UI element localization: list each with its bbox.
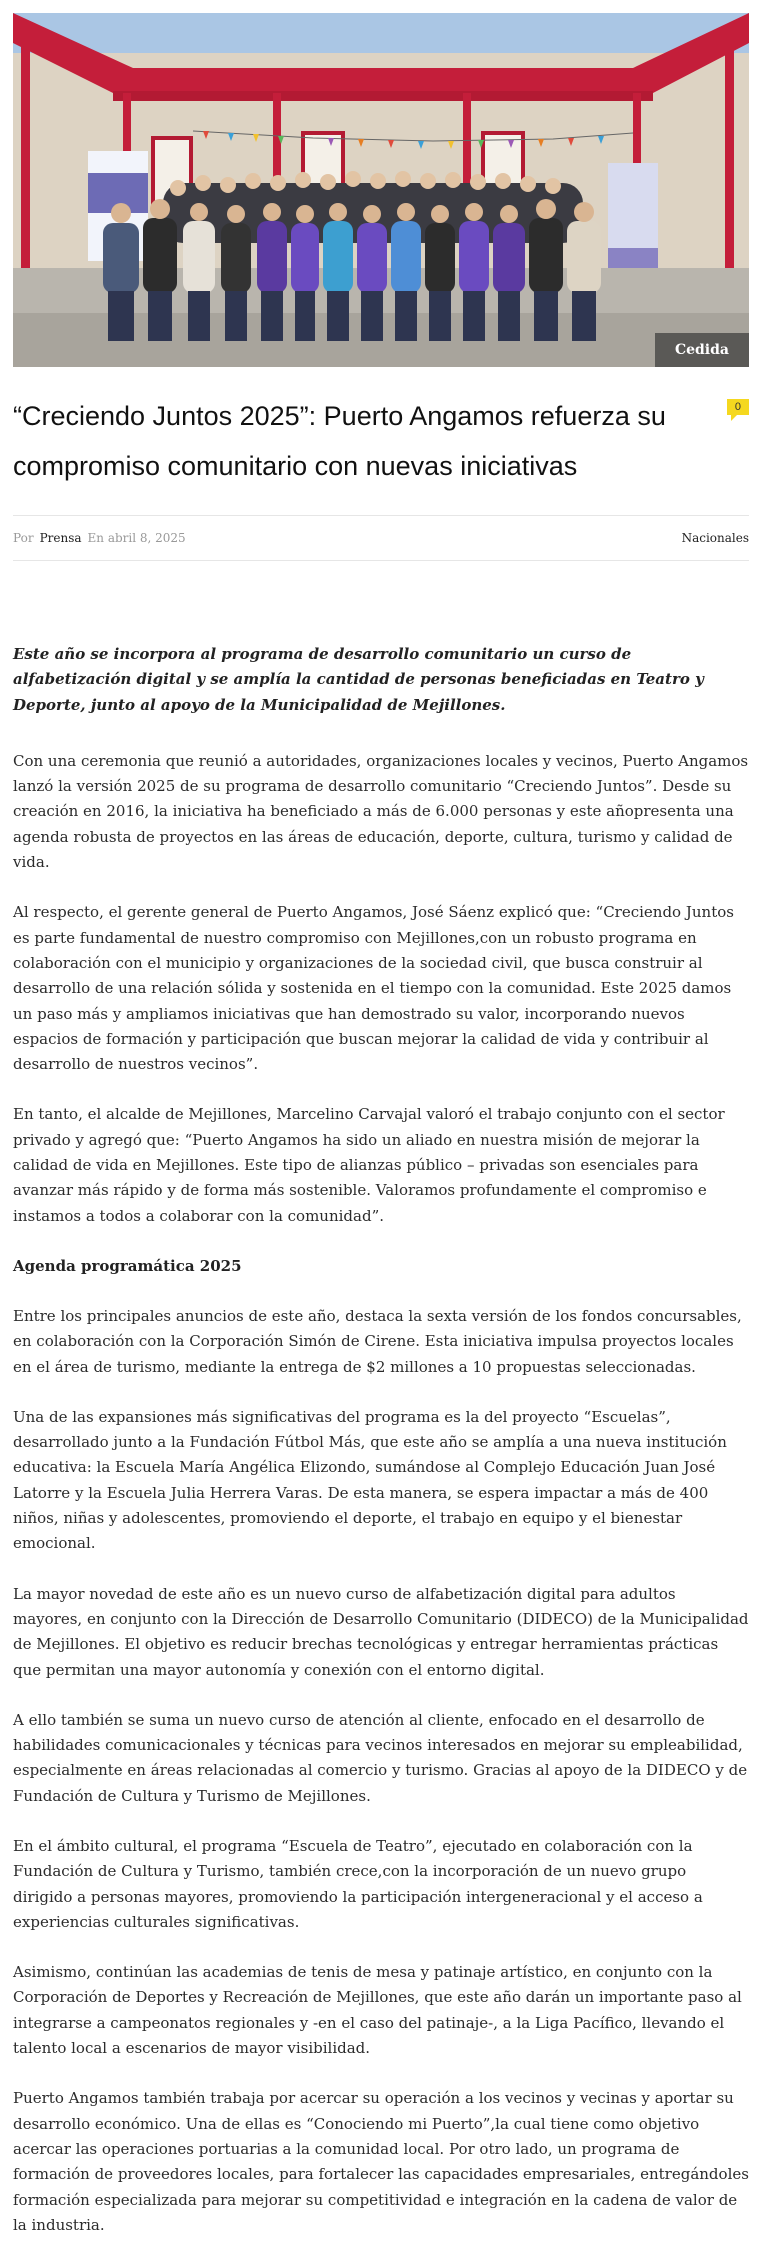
paragraph: En el ámbito cultural, el programa “Escuela de Teatro”, ejecutado en colaboración con la Fundación de Cultura y Turismo, también crece,con la incorporación de un nuevo grupo dirigido a personas mayores, promoviendo la participación intergeneracional y el acceso a experiencias culturales significativas. [13, 1836, 703, 1931]
photo-caption: Cedida [655, 333, 749, 367]
paragraph: En tanto, el alcalde de Mejillones, Marcelino Carvajal valoró el trabajo conjunto con el sector privado y agregó que: “Puerto Angamos ha sido un aliado en nuestra misión de mejorar la calidad de vida en Mejillones. Este tipo de alianzas público – privadas son esenciales para avanzar más rápido y de forma más sostenible. Valoramos profundamente el compromiso e instamos a todos a colaborar con la comunidad”. [13, 1105, 725, 1225]
comment-count-badge[interactable]: 0 [727, 399, 749, 415]
paragraph: Una de las expansiones más significativas del programa es la del proyecto “Escuelas”, desarrollado junto a la Fundación Fútbol Más, que este año se amplía a una nueva institución educativa: la Escuela María Angélica Elizondo, sumándose al Complejo Educación Juan José Latorre y la Escuela Julia Herrera Varas. De esta manera, se espera impactar a más de 400 niños, niñas y adolescentes, promoviendo el deporte, el trabajo en equipo y el bienestar emocional. [13, 1407, 727, 1553]
article-title: “Creciendo Juntos 2025”: Puerto Angamos refuerza su compromiso comunitario con nuevas iniciativas [13, 401, 666, 481]
paragraph: La mayor novedad de este año es un nuevo curso de alfabetización digital para adultos mayores, en conjunto con la Dirección de Desarrollo Comunitario (DIDECO) de la Municipalidad de Mejillones. El objetivo es reducir brechas tecnológicas y entregar herramientas prácticas que permitan una mayor autonomía y conexión con el entorno digital. [13, 1584, 749, 1679]
paragraph: Al respecto, el gerente general de Puerto Angamos, José Sáenz explicó que: “Creciendo Juntos es parte fundamental de nuestro compromiso con Mejillones,con un robusto programa en colaboración con el municipio y organizaciones de la sociedad civil, que busca construir al desarrollo de una relación sólida y sostenida en el tiempo con la comunidad. Este 2025 damos un paso más y ampliamos iniciativas que han demostrado su valor, incorporando nuevos espacios de formación y participación que buscan mejorar la calidad de vida y contribuir al desarrollo de nuestros vecinos”. [13, 903, 734, 1074]
paragraph: A ello también se suma un nuevo curso de atención al cliente, enfocado en el desarrollo de habilidades comunicacionales y técnicas para vecinos interesados en mejorar su empleabilidad, especialmente en áreas relacionadas al comercio y turismo. Gracias al apoyo de la DIDECO y de Fundación de Cultura y Turismo de Mejillones. [13, 1710, 748, 1805]
article-lead: Este año se incorpora al programa de desarrollo comunitario un curso de alfabetización digital y se amplía la cantidad de personas beneficiadas en Teatro y Deporte, junto al apoyo de la Municipalidad de Mejillones. [13, 645, 704, 714]
section-heading: Agenda programática 2025 [13, 1256, 242, 1275]
article-body [13, 642, 749, 2238]
hero-photo [13, 13, 749, 367]
author-link[interactable]: Prensa [39, 531, 82, 545]
publish-date: En abril 8, 2025 [87, 531, 186, 545]
category-link[interactable]: Nacionales [681, 531, 749, 545]
article-meta [13, 515, 749, 561]
by-label: Por [13, 531, 34, 545]
byline [13, 531, 192, 545]
paragraph: Asimismo, continúan las academias de tenis de mesa y patinaje artístico, en conjunto con la Corporación de Deportes y Recreación de Mejillones, que este año darán un importante paso al integrarse a campeonatos regionales y -en el caso del patinaje-, a la Liga Pacífico, llevando el talento local a escenarios de mayor visibilidad. [13, 1963, 742, 2058]
paragraph: Con una ceremonia que reunió a autoridades, organizaciones locales y vecinos, Puerto Angamos lanzó la versión 2025 de su programa de desarrollo comunitario “Creciendo Juntos”. Desde su creación en 2016, la iniciativa ha beneficiado a más de 6.000 personas y este añopresenta una agenda robusta de proyectos en las áreas de educación, deporte, cultura, turismo y calidad de vida. [13, 751, 749, 872]
paragraph: Entre los principales anuncios de este año, destaca la sexta versión de los fondos concursables, en colaboración con la Corporación Simón de Cirene. Esta iniciativa impulsa proyectos locales en el área de turismo, mediante la entrega de $2 millones a 10 propuestas seleccionadas. [13, 1306, 742, 1376]
title-row [13, 391, 749, 491]
paragraph: Puerto Angamos también trabaja por acercar su operación a los vecinos y vecinas y aportar su desarrollo económico. Una de ellas es “Conociendo mi Puerto”,la cual tiene como objetivo acercar las operaciones portuarias a la comunidad local. Por otro lado, un programa de formación de proveedores locales, para fortalecer las capacidades empresariales, entregándoles formación especializada para mejorar su competitividad e integración en la cadena de valor de la industria. [13, 2089, 749, 2234]
page [13, 0, 749, 2238]
group-photo-image [13, 13, 749, 367]
